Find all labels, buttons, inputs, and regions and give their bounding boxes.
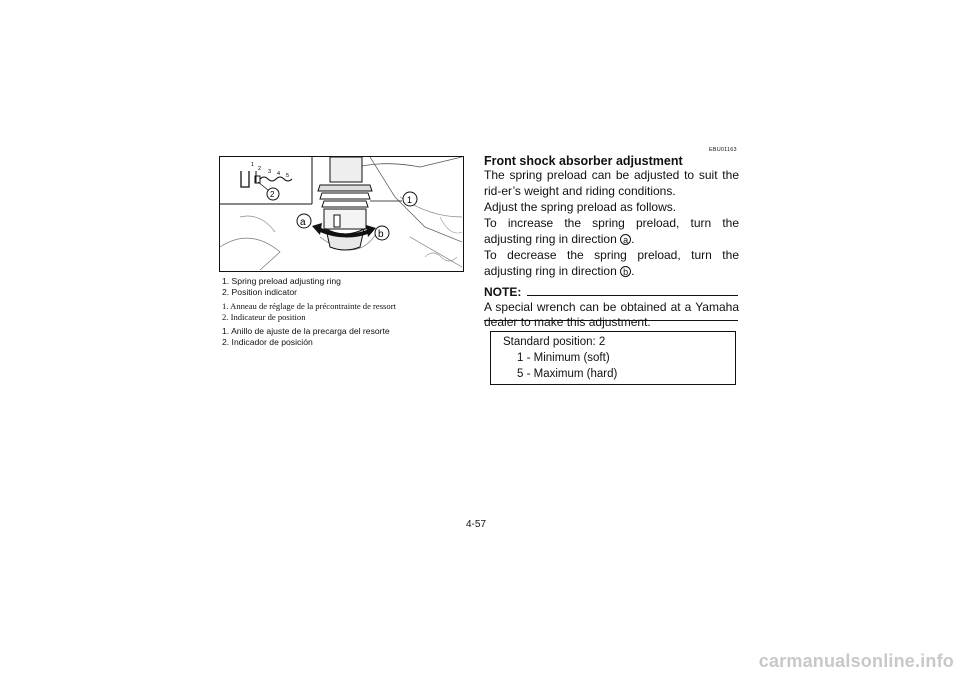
direction-marker-b: b bbox=[620, 266, 631, 277]
shock-absorber-illustration bbox=[220, 157, 462, 270]
caption-es-1: 1. Anillo de ajuste de la precarga del resorte bbox=[222, 326, 390, 336]
direction-marker-a: a bbox=[620, 234, 631, 245]
scale-number: 5 bbox=[286, 173, 290, 179]
note-label: NOTE: bbox=[484, 285, 522, 299]
paragraph-1: The spring preload can be adjusted to suit the rid-er’s weight and riding conditions. bbox=[484, 168, 739, 198]
callout-number: 2 bbox=[270, 190, 275, 199]
scale-number: 3 bbox=[268, 169, 272, 175]
watermark: carmanualsonline.info bbox=[758, 651, 954, 671]
spec-title: Standard position: 2 bbox=[503, 336, 606, 348]
note-end-rule bbox=[484, 320, 738, 321]
paragraph-2: Adjust the spring preload as follows. bbox=[484, 200, 677, 214]
spec-min: 1 - Minimum (soft) bbox=[517, 352, 610, 364]
section-heading: Front shock absorber adjustment bbox=[484, 154, 683, 168]
caption-es-2: 2. Indicador de posición bbox=[222, 337, 313, 347]
spec-max: 5 - Maximum (hard) bbox=[517, 368, 618, 380]
direction-label: a bbox=[300, 217, 306, 228]
paragraph-3: To increase the spring preload, turn the adjusting ring in direction a . bbox=[484, 216, 739, 246]
caption-fr-2: 2. Indicateur de position bbox=[222, 312, 306, 322]
scale-number: 4 bbox=[277, 171, 281, 177]
callout-number: 1 bbox=[407, 195, 413, 205]
note-rule bbox=[527, 295, 738, 296]
caption-en-1: 1. Spring preload adjusting ring bbox=[222, 276, 341, 286]
section-code: EBU01163 bbox=[709, 147, 737, 153]
shock-absorber-figure bbox=[219, 156, 464, 272]
scale-number: 1 bbox=[251, 162, 255, 168]
scale-number: 2 bbox=[258, 166, 262, 172]
note-text: A special wrench can be obtained at a Yamaha dealer to make this adjustment. bbox=[484, 300, 739, 329]
paragraph-4: To decrease the spring preload, turn the adjusting ring in direction b . bbox=[484, 248, 739, 278]
page-number: 4-57 bbox=[466, 519, 487, 530]
caption-fr-1: 1. Anneau de réglage de la précontrainte de ressort bbox=[222, 301, 396, 311]
caption-en-2: 2. Position indicator bbox=[222, 287, 297, 297]
direction-label: b bbox=[378, 229, 384, 240]
spec-box bbox=[490, 331, 736, 385]
